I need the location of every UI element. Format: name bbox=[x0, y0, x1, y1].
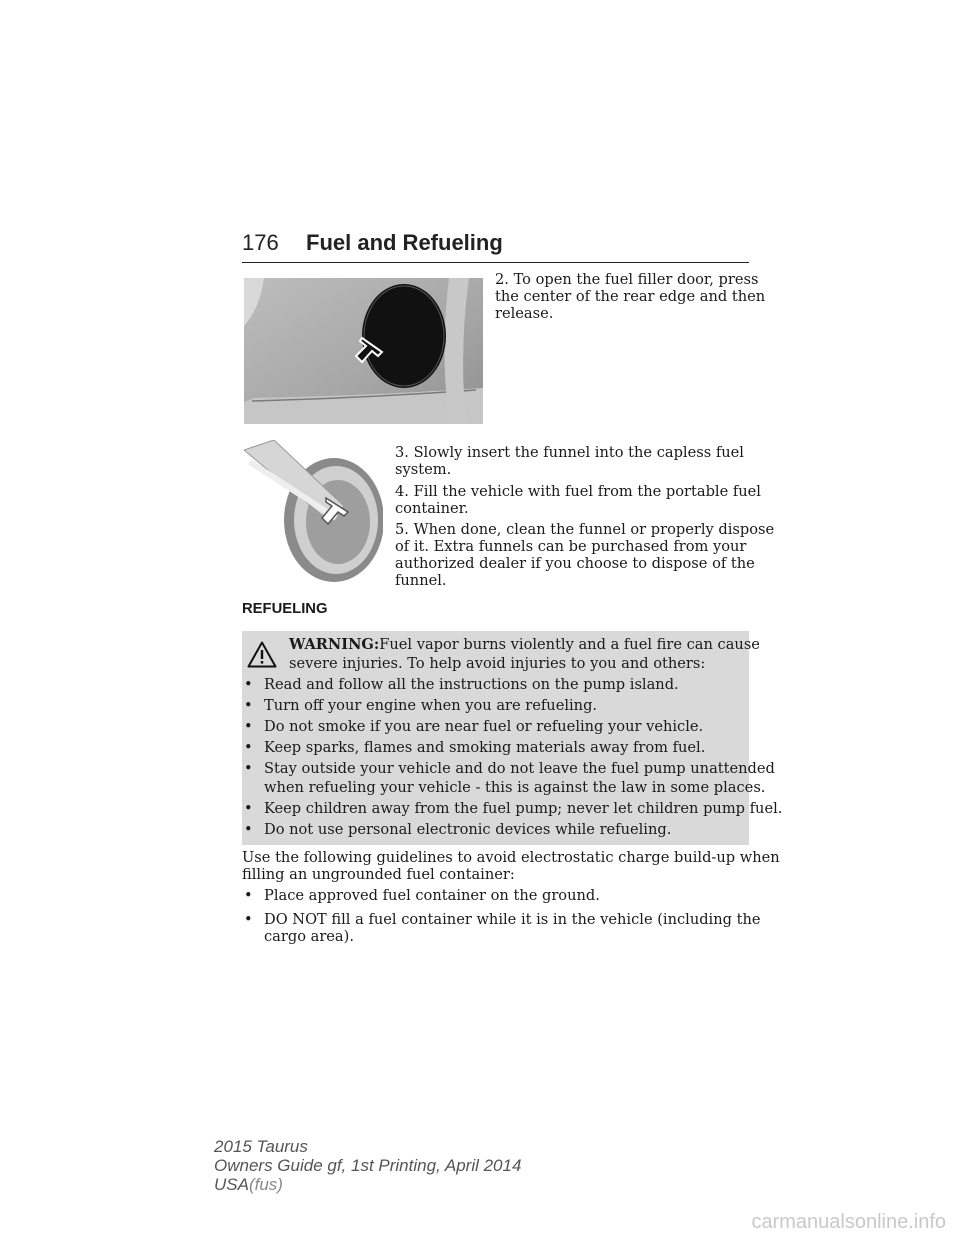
document-footer bbox=[214, 1137, 521, 1194]
page-number: 176 bbox=[242, 230, 279, 255]
warning-lead-line-1: WARNING:Fuel vapor burns violently and a fuel fire can cause bbox=[289, 636, 760, 653]
funnel-illustration bbox=[244, 440, 383, 586]
step-5-text: 5. When done, clean the funnel or properly dispose of it. Extra funnels can be purchased from your authorized dealer if you choose to dispose of the funnel. bbox=[395, 521, 775, 589]
section-title: Fuel and Refueling bbox=[306, 230, 503, 255]
watermark: carmanualsonline.info bbox=[751, 1211, 946, 1233]
warning-bullet-5-line-2: when refueling your vehicle - this is against the law in some places. bbox=[264, 779, 766, 796]
guidelines-intro: Use the following guidelines to avoid electrostatic charge build-up when filling an ungrounded fuel container: bbox=[242, 849, 780, 883]
warning-label: WARNING: bbox=[289, 636, 380, 653]
page-header bbox=[242, 230, 749, 263]
fuel-filler-door-illustration bbox=[244, 278, 483, 424]
step-2-text: 2. To open the fuel filler door, press the center of the rear edge and then release. bbox=[495, 271, 766, 322]
warning-lead-line-2: severe injuries. To help avoid injuries to you and others: bbox=[289, 655, 706, 672]
step-4-text: 4. Fill the vehicle with fuel from the portable fuel container. bbox=[395, 483, 761, 517]
warning-triangle-icon bbox=[247, 641, 277, 668]
footer-market: USA(fus) bbox=[214, 1175, 283, 1194]
step-3-text: 3. Slowly insert the funnel into the capless fuel system. bbox=[395, 444, 744, 478]
footer-printing: Owners Guide gf, 1st Printing, April 2014 bbox=[214, 1156, 522, 1175]
footer-model: 2015 Taurus bbox=[214, 1137, 308, 1156]
guideline-bullet-2-line-2: cargo area). bbox=[264, 928, 354, 945]
refueling-heading: REFUELING bbox=[242, 601, 328, 617]
